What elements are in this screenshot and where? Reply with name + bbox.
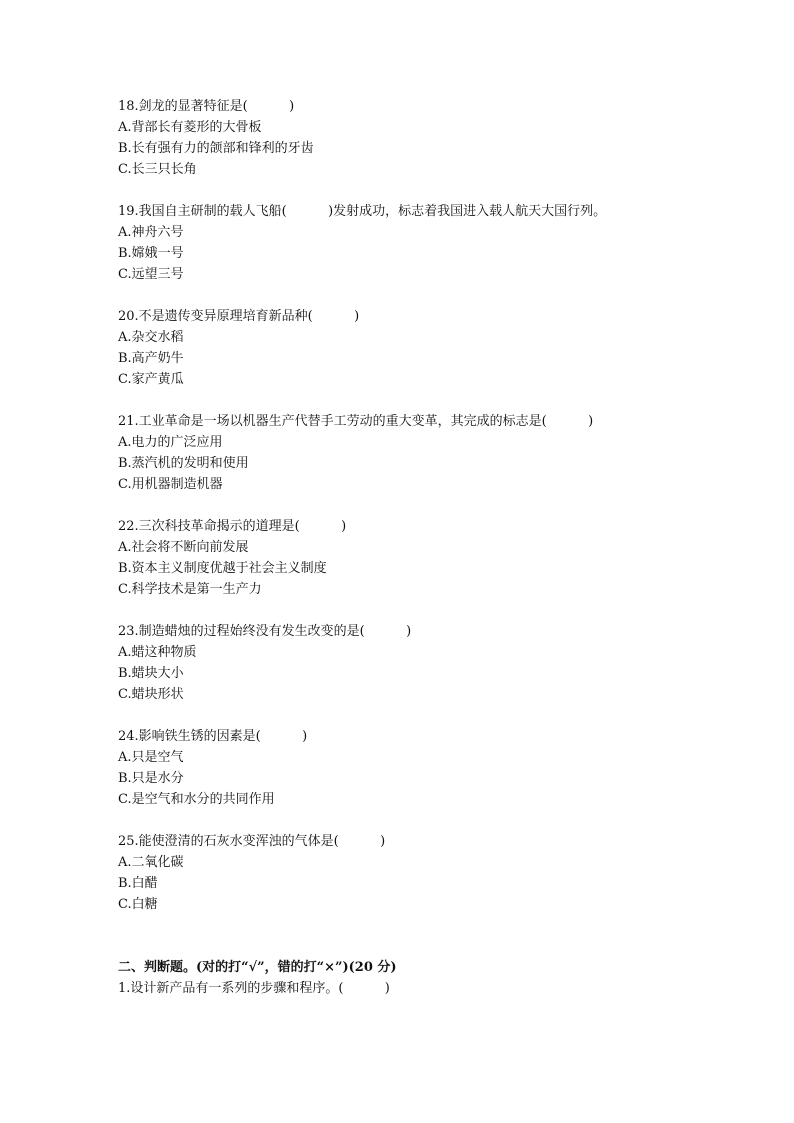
question-stem: 20.不是遗传变异原理培育新品种( ) <box>118 309 360 324</box>
question-stem: 25.能使澄清的石灰水变浑浊的气体是( ) <box>118 834 386 849</box>
question-18 <box>118 96 718 180</box>
option-c: C.远望三号 <box>118 267 184 282</box>
option-c: C.是空气和水分的共同作用 <box>118 792 275 807</box>
option-b: B.高产奶牛 <box>118 351 184 366</box>
exam-page <box>118 96 718 999</box>
question-stem: 22.三次科技革命揭示的道理是( ) <box>118 519 347 534</box>
option-b: B.资本主义制度优越于社会主义制度 <box>118 561 327 576</box>
option-c: C.白糖 <box>118 897 158 912</box>
question-20 <box>118 306 718 390</box>
option-b: B.嫦娥一号 <box>118 246 184 261</box>
question-21 <box>118 411 718 495</box>
option-c: C.蜡块形状 <box>118 687 184 702</box>
option-a: A.社会将不断向前发展 <box>118 540 249 555</box>
question-25 <box>118 831 718 915</box>
question-23 <box>118 621 718 705</box>
option-b: B.蒸汽机的发明和使用 <box>118 456 249 471</box>
option-c: C.用机器制造机器 <box>118 477 223 492</box>
question-stem: 19.我国自主研制的载人飞船( )发射成功，标志着我国进入载人航天大国行列。 <box>118 204 607 219</box>
option-c: C.长三只长角 <box>118 162 197 177</box>
option-c: C.科学技术是第一生产力 <box>118 582 262 597</box>
option-c: C.家产黄瓜 <box>118 372 184 387</box>
option-b: B.白醋 <box>118 876 158 891</box>
option-a: A.神舟六号 <box>118 225 184 240</box>
option-a: A.二氧化碳 <box>118 855 184 870</box>
question-stem: 24.影响铁生锈的因素是( ) <box>118 729 308 744</box>
question-19 <box>118 201 718 285</box>
question-stem: 23.制造蜡烛的过程始终没有发生改变的是( ) <box>118 624 412 639</box>
option-a: A.背部长有菱形的大骨板 <box>118 120 262 135</box>
question-24 <box>118 726 718 810</box>
question-22 <box>118 516 718 600</box>
option-a: A.杂交水稻 <box>118 330 184 345</box>
option-b: B.蜡块大小 <box>118 666 184 681</box>
option-a: A.电力的广泛应用 <box>118 435 223 450</box>
option-a: A.蜡这种物质 <box>118 645 197 660</box>
option-b: B.长有强有力的颌部和锋利的牙齿 <box>118 141 314 156</box>
option-a: A.只是空气 <box>118 750 184 765</box>
section-title: 二、判断题。(对的打“√”，错的打“×”)(20 分) <box>118 960 397 975</box>
option-b: B.只是水分 <box>118 771 184 786</box>
question-stem: 21.工业革命是一场以机器生产代替手工劳动的重大变革，其完成的标志是( ) <box>118 414 594 429</box>
question-stem: 18.剑龙的显著特征是( ) <box>118 99 295 114</box>
judgement-item: 1.设计新产品有一系列的步骤和程序。( ) <box>118 981 390 996</box>
section-judgement <box>118 957 718 999</box>
